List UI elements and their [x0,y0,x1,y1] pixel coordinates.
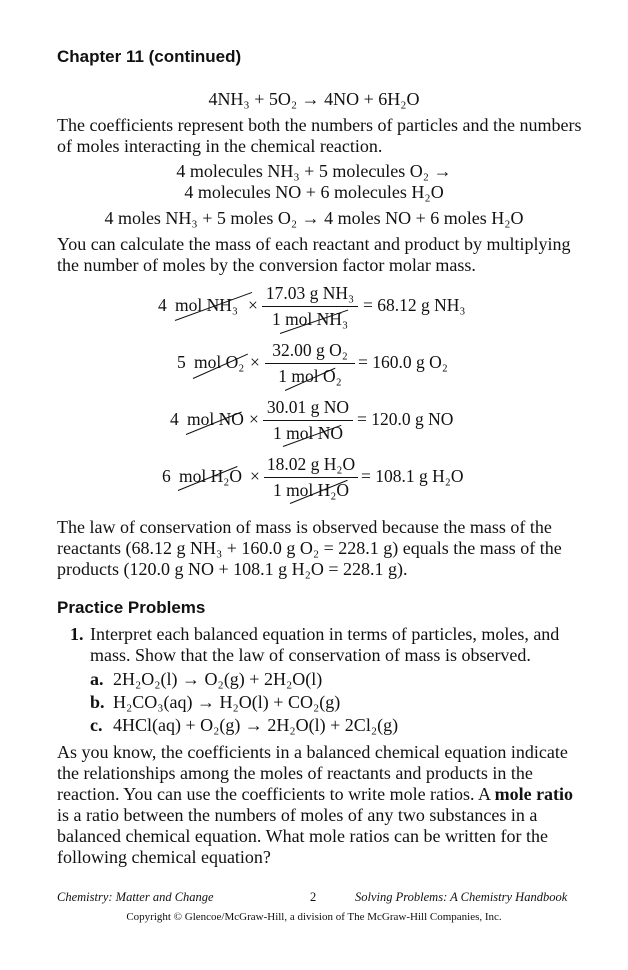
molecules-line-1: 4 molecules NH₃ + 5 molecules O₂ → [176,161,452,181]
page-title: Chapter 11 (continued) [57,47,242,66]
para3-line3: products (120.0 g NO + 108.1 g H₂O = 228.1 g). [57,559,408,579]
fraction-bar [263,420,353,421]
problem-number: 1. [70,624,84,644]
para4-line4: is a ratio between the numbers of moles of any two substances in a [57,805,538,825]
para3-line2: reactants (68.12 g NH₃ + 160.0 g O₂ = 228.1 g) equals the mass of the [57,538,562,558]
given-quantity: 4 [158,295,167,315]
footer-handbook-title: Solving Problems: A Chemistry Handbook [355,890,568,904]
fraction-bar [265,363,355,364]
para4-line6: following chemical equation? [57,847,271,867]
main-equation: 4NH₃ + 5O₂ → 4NO + 6H₂O [208,89,420,109]
calc-result: = 68.12 g NH₃ [363,295,466,315]
fraction-bar [264,477,358,478]
para1-line2: of moles interacting in the chemical reaction. [57,136,383,156]
fraction-denominator: 1 mol NH₃ [271,309,349,329]
moles-line: 4 moles NH₃ + 5 moles O₂ → 4 moles NO + 6 moles H₂O [104,208,524,228]
given-unit: mol O₂ [194,352,245,372]
para2-line1: You can calculate the mass of each reactant and product by multiplying [57,234,571,254]
footer-book-title: Chemistry: Matter and Change [57,890,214,904]
para4-line3-text: reaction. You can use the coefficients to write mole ratios. A [57,784,495,804]
given-quantity: 4 [170,409,179,429]
calc-result: = 120.0 g NO [357,409,454,429]
molecules-line-2: 4 molecules NO + 6 molecules H₂O [184,182,444,202]
mole-ratio-term: mole ratio [494,784,574,804]
given-quantity: 5 [177,352,186,372]
practice-heading: Practice Problems [57,598,206,617]
times-sign: × [248,295,258,315]
para4-line1: As you know, the coefficients in a balanced chemical equation indicate [57,742,568,762]
para3-line1: The law of conservation of mass is observed because the mass of the [57,517,552,537]
item-equation: H₂CO₃(aq) → H₂O(l) + CO₂(g) [113,692,341,712]
times-sign: × [250,352,260,372]
problem-question-line2: mass. Show that the law of conservation of mass is observed. [90,645,531,665]
given-unit: mol H₂O [179,466,242,486]
fraction-denominator: 1 mol O₂ [278,366,342,386]
given-unit: mol NO [187,409,244,429]
para1-line1: The coefficients represent both the numbers of particles and the numbers [57,115,582,135]
item-label: a. [90,669,104,689]
given-quantity: 6 [162,466,171,486]
item-equation: 2H₂O₂(l) → O₂(g) + 2H₂O(l) [113,669,323,689]
fraction-denominator: 1 mol NO [273,423,343,443]
fraction-bar [262,306,358,307]
calc-result: = 160.0 g O₂ [358,352,448,372]
para2-line2: the number of moles by the conversion factor molar mass. [57,255,476,275]
fraction-numerator: 18.02 g H₂O [266,454,356,474]
times-sign: × [249,409,259,429]
page-number: 2 [310,890,317,904]
para4-line5: balanced chemical equation. What mole ratios can be written for the [57,826,548,846]
item-label: c. [90,715,103,735]
copyright-notice: Copyright © Glencoe/McGraw-Hill, a division of The McGraw-Hill Companies, Inc. [126,911,502,923]
para4-line2: the relationships among the moles of reactants and products in the [57,763,533,783]
given-unit: mol NH₃ [175,295,238,315]
calc-result: = 108.1 g H₂O [361,466,464,486]
item-equation: 4HCl(aq) + O₂(g) → 2H₂O(l) + 2Cl₂(g) [113,715,399,735]
fraction-numerator: 17.03 g NH₃ [265,283,355,303]
item-label: b. [90,692,105,712]
fraction-numerator: 30.01 g NO [266,397,350,417]
problem-question-line1: Interpret each balanced equation in terms of particles, moles, and [90,624,560,644]
fraction-numerator: 32.00 g O₂ [272,340,348,360]
times-sign: × [250,466,260,486]
para4-line3 [57,784,573,805]
fraction-denominator: 1 mol H₂O [272,480,350,500]
